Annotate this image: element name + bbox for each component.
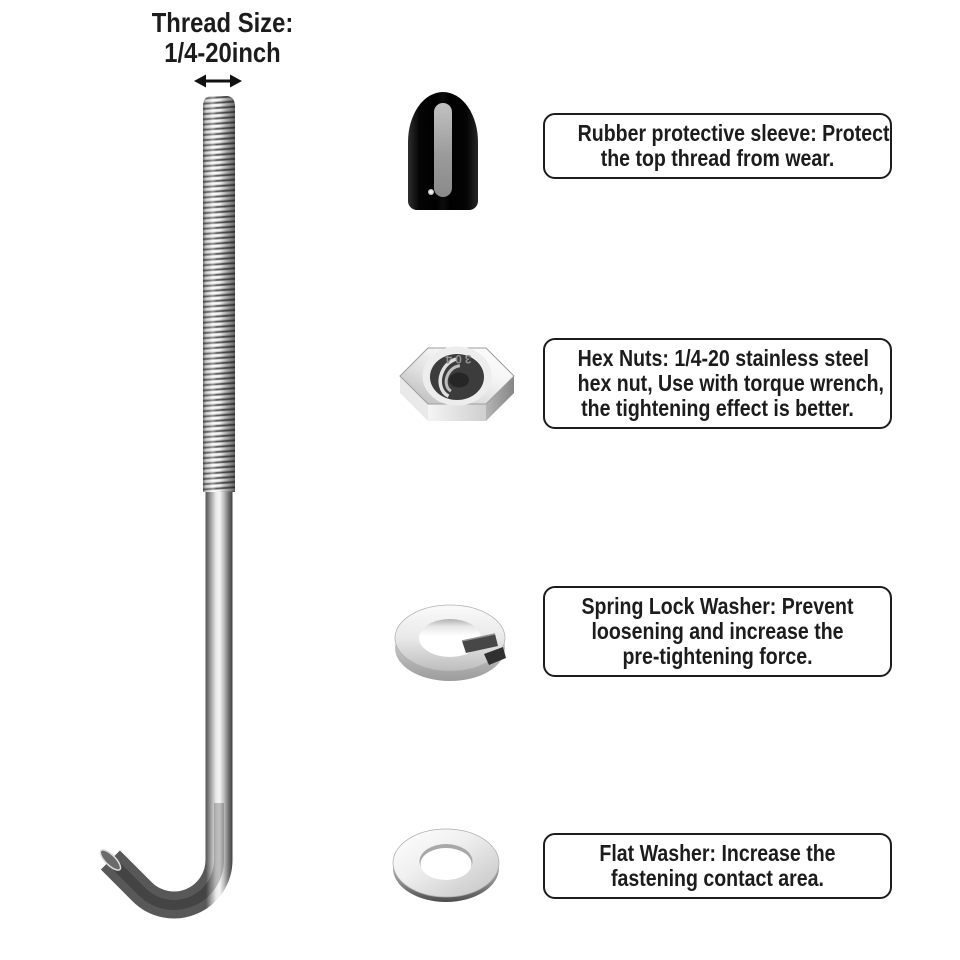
label-line: Rubber protective sleeve: Protect [577, 120, 890, 146]
label-line: pre-tightening force. [622, 643, 813, 669]
label-line: Spring Lock Washer: Prevent [581, 593, 854, 619]
flat-washer-label-box [543, 833, 892, 899]
thread-size-title [95, 8, 350, 68]
bolt-shaft-and-hook [110, 98, 219, 905]
label-line: hex nut, Use with torque wrench, [577, 370, 884, 396]
rubber-cap-reflection-dot [428, 189, 434, 195]
flat-washer-image [390, 820, 504, 912]
rubber-cap-highlight [434, 103, 452, 197]
rubber-cap-image [408, 92, 478, 210]
thread-size-title-line2: 1/4-20inch [164, 37, 281, 68]
label-line: the top thread from wear. [600, 145, 835, 171]
hex-nut-image [396, 330, 518, 442]
rubber-sleeve-label-box [543, 113, 892, 179]
nut-front-facet [428, 404, 486, 421]
nut-hole-center [449, 373, 469, 388]
thread-size-title-line1: Thread Size: [151, 7, 294, 38]
j-bolt-image [80, 88, 260, 958]
spring-lock-washer-image [392, 596, 510, 691]
label-line: Flat Washer: Increase the [599, 840, 836, 866]
label-line: Hex Nuts: 1/4-20 stainless steel [577, 345, 869, 371]
flat-washer-hole [421, 848, 472, 880]
nut-304-stamp: 304 [442, 352, 472, 366]
spring-lock-washer-label-box [543, 586, 892, 677]
label-line: loosening and increase the [591, 618, 844, 644]
label-line: the tightening effect is better. [581, 395, 854, 421]
hex-nut-label-box [543, 338, 892, 429]
label-line: fastening contact area. [611, 865, 824, 891]
threaded-section-shading [203, 96, 235, 492]
